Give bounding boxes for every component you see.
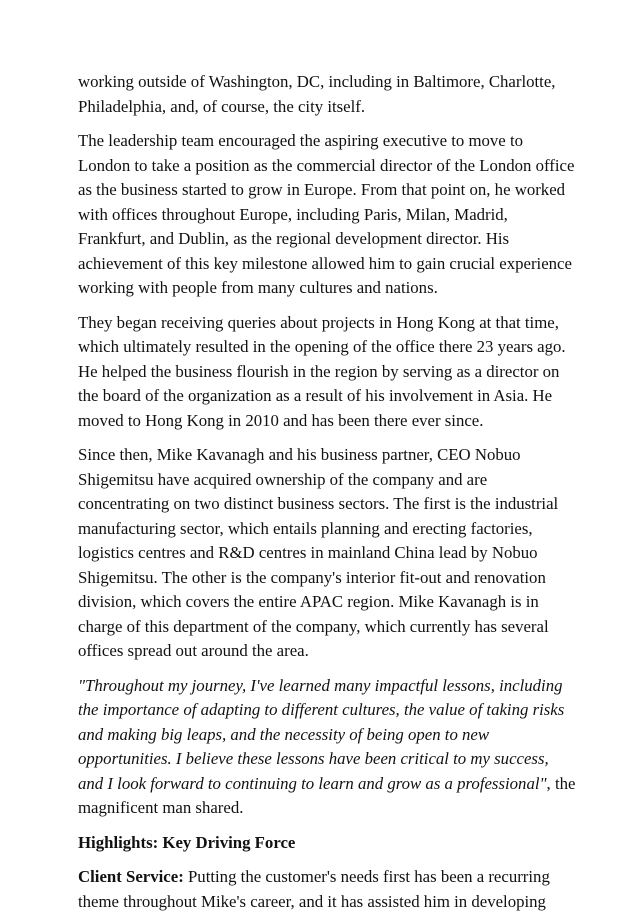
paragraph-cities: working outside of Washington, DC, including in Baltimore, Charlotte, Philadelphia, and, of course, the city itself.	[78, 72, 556, 116]
quote-paragraph	[78, 674, 578, 821]
client-service-text: Putting the customer's needs first has been a recurring theme throughout Mike's career, and it has assisted him in developing	[78, 867, 550, 911]
document-page	[78, 70, 578, 924]
paragraph-hong-kong: They began receiving queries about projects in Hong Kong at that time, which ultimately resulted in the opening of the office there 23 years ago. He helped the business flourish in the region by serving as a director on the board of the organization as a result of his involvement in Asia. He moved to Hong Kong in 2010 and has been there ever since.	[78, 312, 566, 430]
quote-text: "Throughout my journey, I've learned many impactful lessons, including the importance of adapting to different cultures, the value of taking risks and making big leaps, and the necessity of being open to new opportunities. I believe these lessons have been critical to my success, and I look forward to continuing to learn and grow as a professional"	[78, 675, 565, 793]
quote-attribution: , the magnificent man shared.	[78, 773, 576, 817]
paragraph-london: The leadership team encouraged the aspiring executive to move to London to take a position as the commercial director of the London office as the business started to grow in Europe. From that point on, he worked with offices throughout Europe, including Paris, Milan, Madrid, Frankfurt, and Dublin, as the regional development director. His achievement of this key milestone allowed him to gain crucial experience working with people from many cultures and nations.	[78, 131, 575, 297]
paragraph-ownership: Since then, Mike Kavanagh and his business partner, CEO Nobuo Shigemitsu have acquired ownership of the company and are concentrating on two distinct business sectors. The first is the industrial manufacturing sector, which entails planning and erecting factories, logistics centres and R&D centres in mainland China lead by Nobuo Shigemitsu. The other is the company's interior fit-out and renovation division, which covers the entire APAC region. Mike Kavanagh is in charge of this department of the company, which currently has several offices spread out around the area.	[78, 445, 559, 660]
paragraph-client-service	[78, 865, 578, 914]
client-service-label: Client Service:	[78, 867, 184, 886]
section-heading: Highlights: Key Driving Force	[78, 832, 296, 852]
